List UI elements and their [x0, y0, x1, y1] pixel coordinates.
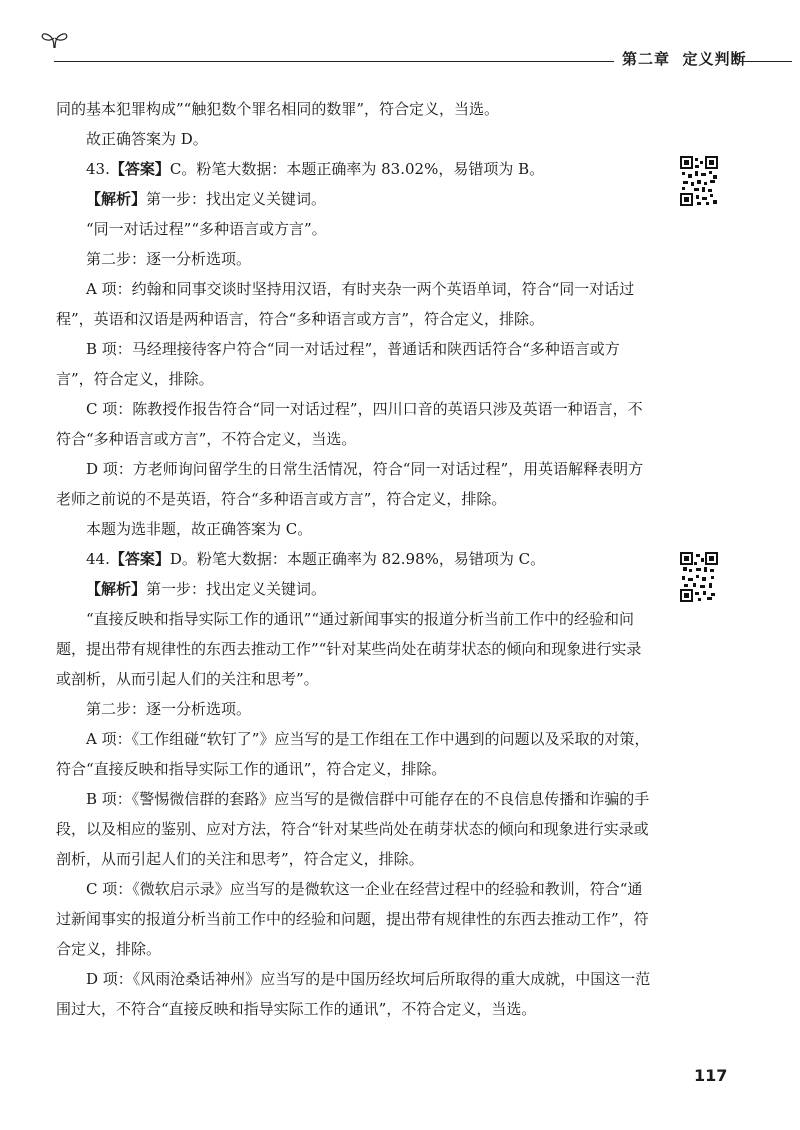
header-rule-right — [740, 61, 792, 62]
page-header — [40, 28, 792, 68]
page-body — [56, 94, 656, 1024]
answer-label: 【答案】 — [109, 160, 170, 178]
analysis-label: 【解析】 — [86, 580, 147, 598]
answer-line-44: 44.【答案】D。粉笔大数据：本题正确率为 82.98%，易错项为 C。 — [86, 550, 546, 568]
question-number: 44. — [86, 550, 110, 568]
option-b: B 项：《警惕微信群的套路》应当写的是微信群中可能存在的不良信息传播和诈骗的手段，以及相应的鉴别、应对方法，符合“针对某些尚处在萌芽状态的倾向和现象进行实录或剖析，从而引起人们的关注和思考”，符合定义，排除。 — [56, 790, 650, 868]
sprout-icon — [40, 28, 70, 54]
qr-code-icon[interactable] — [680, 552, 718, 602]
paragraph: 同的基本犯罪构成”“触犯数个罪名相同的数罪”，符合定义，当选。 — [56, 100, 500, 118]
section-label: 定义判断 — [682, 50, 747, 68]
header-rule-left — [54, 61, 614, 62]
question-number: 43. — [86, 160, 110, 178]
paragraph: “同一对话过程”“多种语言或方言”。 — [86, 220, 327, 238]
option-a: A 项：《工作组碰“软钉了”》应当写的是工作组在工作中遇到的问题以及采取的对策，符合“直接反映和指导实际工作的通讯”，符合定义，排除。 — [56, 730, 650, 778]
answer-label: 【答案】 — [109, 550, 170, 568]
chapter-title — [622, 48, 746, 69]
option-a: A 项：约翰和同事交谈时坚持用汉语，有时夹杂一两个英语单词，符合“同一对话过程”，英语和汉语是两种语言，符合“多种语言或方言”，符合定义，排除。 — [56, 280, 635, 328]
paragraph: 故正确答案为 D。 — [86, 130, 208, 148]
paragraph: 第二步：逐一分析选项。 — [86, 700, 252, 718]
answer-line-43: 43.【答案】C。粉笔大数据：本题正确率为 83.02%，易错项为 B。 — [86, 160, 545, 178]
option-d: D 项：《风雨沧桑话神州》应当写的是中国历经坎坷后所取得的重大成就，中国这一范围过大，不符合“直接反映和指导实际工作的通讯”，不符合定义，当选。 — [56, 970, 651, 1018]
paragraph: 本题为选非题，故正确答案为 C。 — [86, 520, 313, 538]
paragraph: “直接反映和指导实际工作的通讯”“通过新闻事实的报道分析当前工作中的经验和问题，提出带有规律性的东西去推动工作”“针对某些尚处在萌芽状态的倾向和现象进行实录或剖析，从而引起人们的关注和思考”。 — [56, 610, 642, 688]
paragraph: 第二步：逐一分析选项。 — [86, 250, 252, 268]
analysis-label: 【解析】 — [86, 190, 147, 208]
option-d: D 项：方老师询问留学生的日常生活情况，符合“同一对话过程”，用英语解释表明方老师之前说的不是英语，符合“多种语言或方言”，符合定义，排除。 — [56, 460, 644, 508]
option-c: C 项：陈教授作报告符合“同一对话过程”，四川口音的英语只涉及英语一种语言，不符合“多种语言或方言”，不符合定义，当选。 — [56, 400, 643, 448]
qr-code-icon[interactable] — [680, 156, 718, 206]
option-b: B 项：马经理接待客户符合“同一对话过程”，普通话和陕西话符合“多种语言或方言”，符合定义，排除。 — [56, 340, 620, 388]
option-c: C 项：《微软启示录》应当写的是微软这一企业在经营过程中的经验和教训，符合“通过新闻事实的报道分析当前工作中的经验和问题，提出带有规律性的东西去推动工作”，符合定义，排除。 — [56, 880, 649, 958]
analysis-line: 【解析】第一步：找出定义关键词。 — [86, 580, 327, 598]
analysis-line: 【解析】第一步：找出定义关键词。 — [86, 190, 327, 208]
page-number: 117 — [694, 1066, 728, 1085]
chapter-label: 第二章 — [622, 50, 671, 68]
